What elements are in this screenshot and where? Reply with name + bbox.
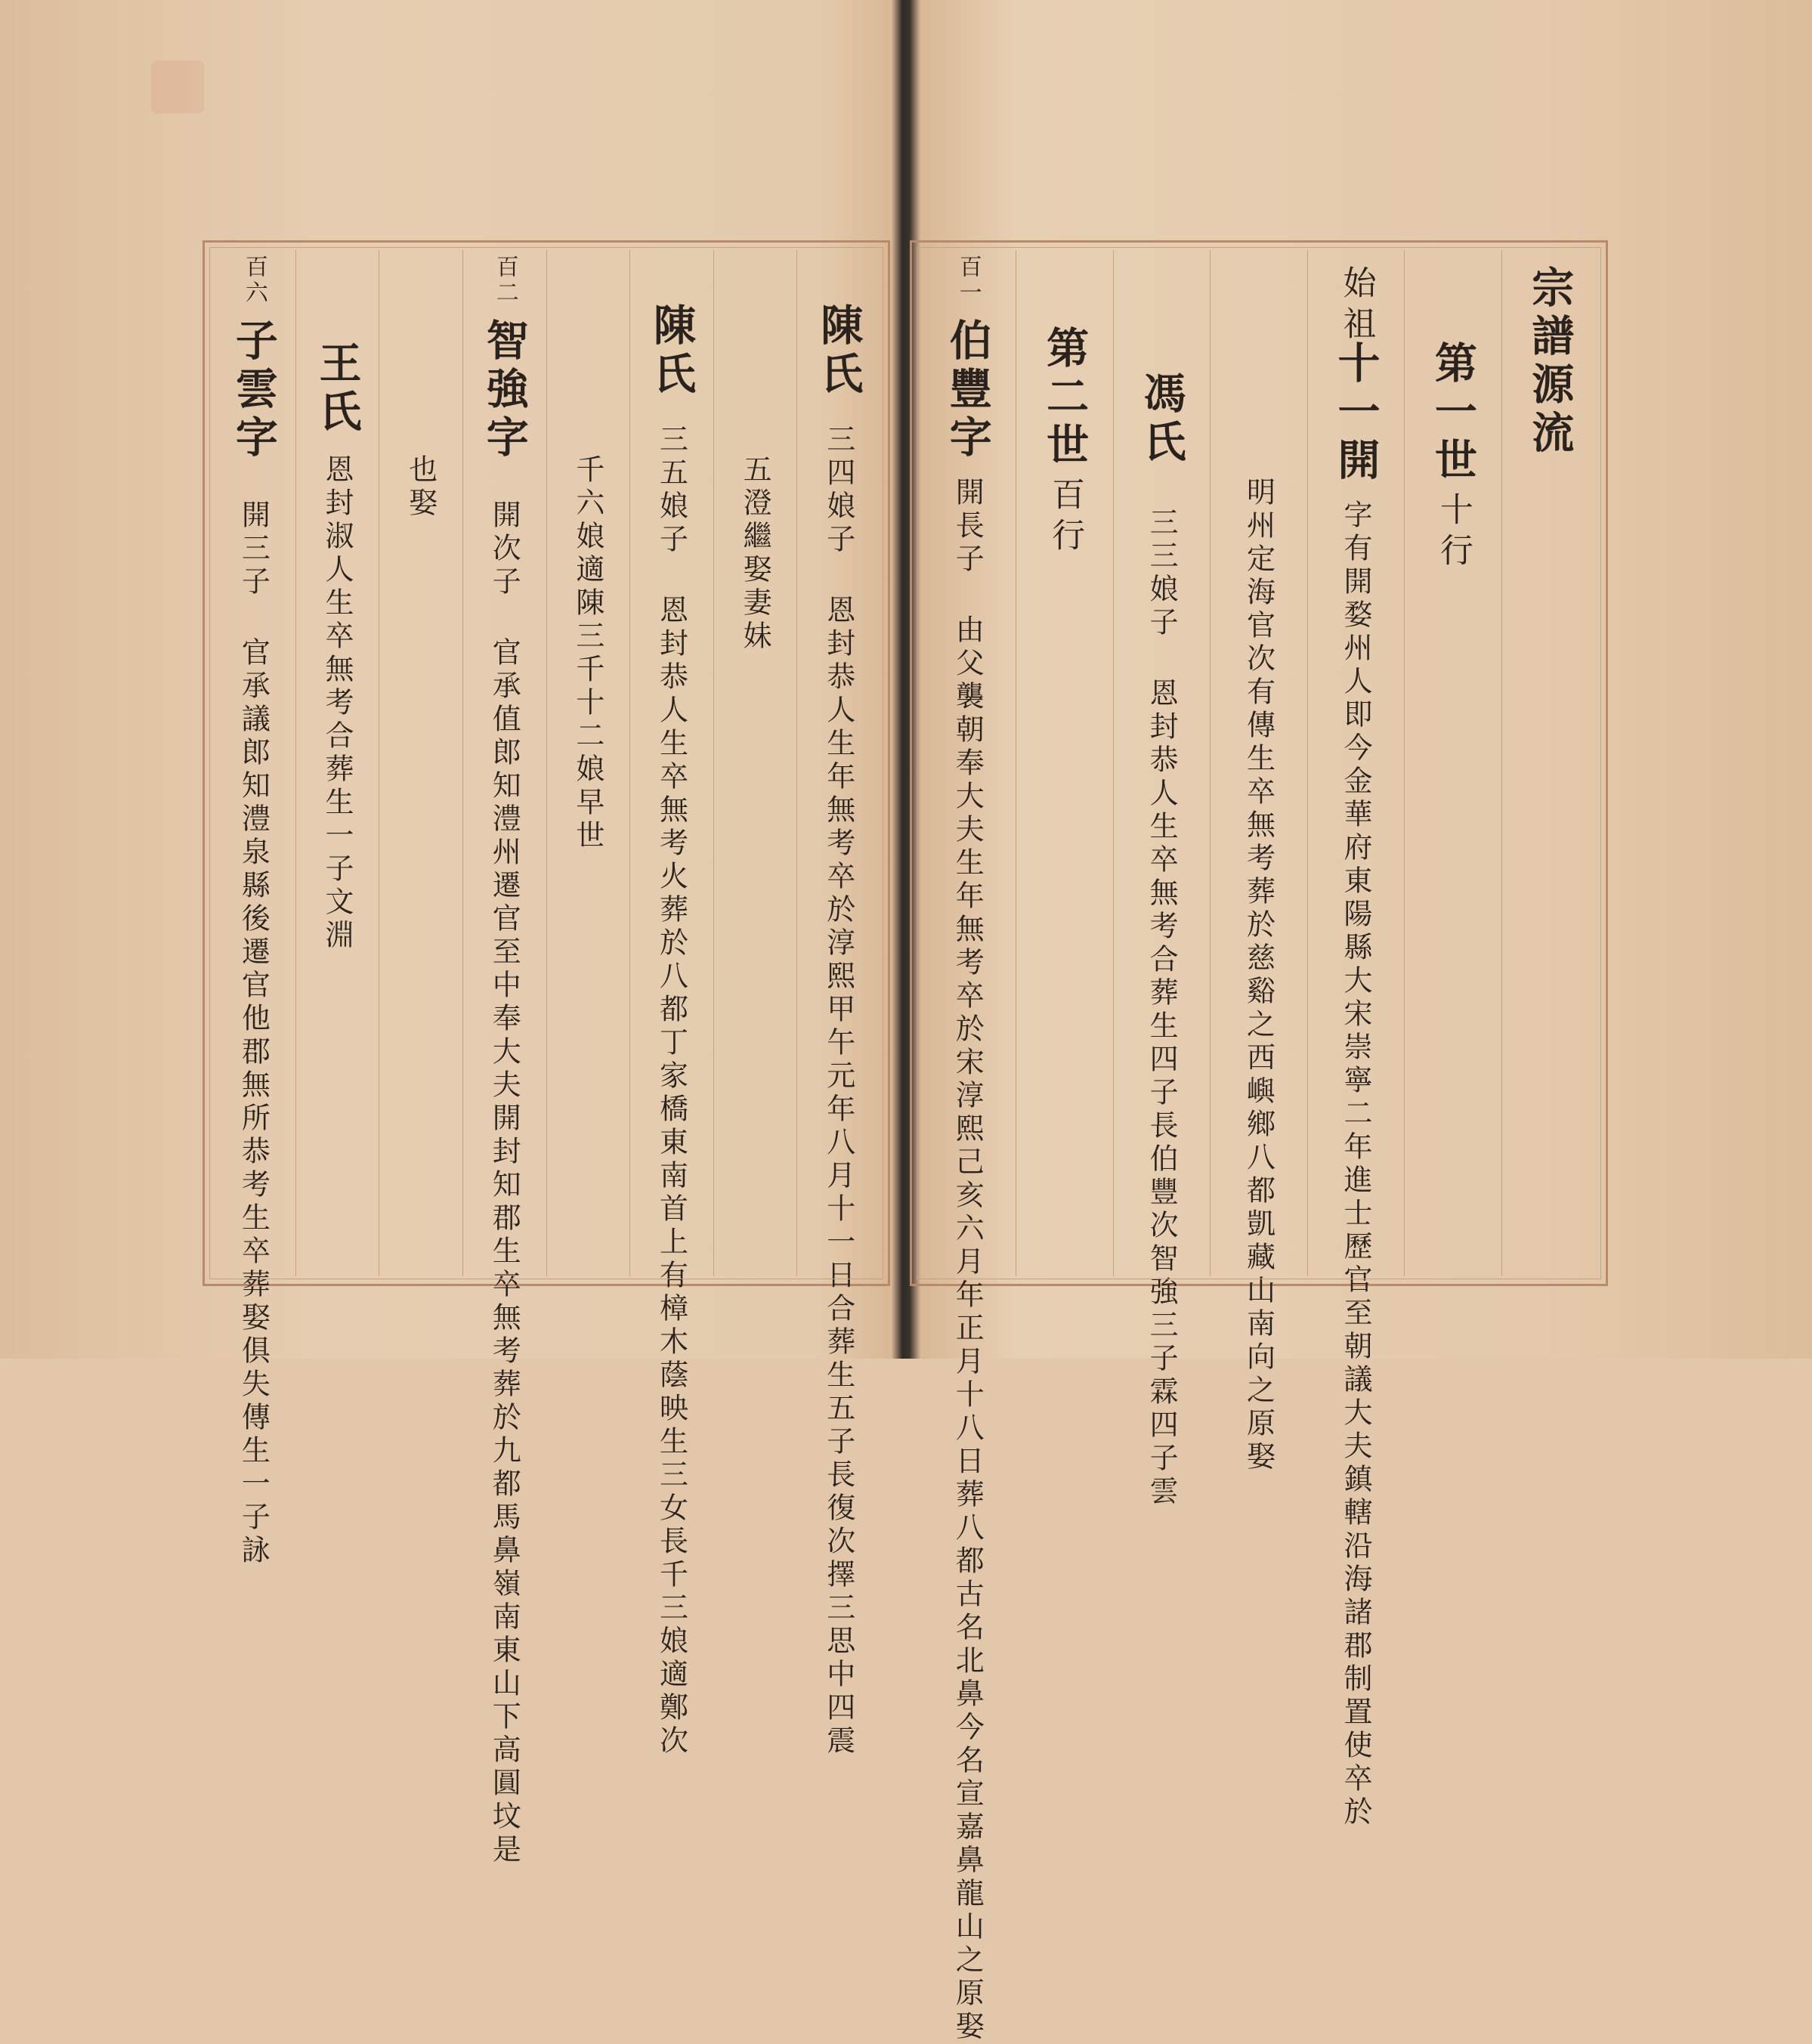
entry-note: 開三子 官承議郎知澧泉縣後遷官他郡無所恭考生卒葬娶俱失傳生一子詠 bbox=[237, 499, 271, 1568]
section-title: 宗譜源流 bbox=[1525, 265, 1575, 459]
right-col-3 bbox=[1307, 250, 1404, 1829]
entry-name: 十一開 bbox=[1331, 341, 1381, 486]
left-col-2 bbox=[713, 250, 797, 1276]
left-col-3 bbox=[629, 250, 713, 1758]
left-col-8 bbox=[212, 250, 295, 1568]
left-col-6 bbox=[379, 250, 462, 1276]
entry-note: 五澄繼娶妻妹 bbox=[738, 454, 772, 654]
right-page-frame bbox=[910, 240, 1608, 2044]
left-page-frame bbox=[203, 240, 890, 1867]
generation-heading: 第二世 bbox=[1040, 326, 1090, 471]
entry-note: 明州定海官次有傳生卒無考葬於慈谿之西嶼鄉八都凱藏山南向之原娶 bbox=[1241, 477, 1276, 1474]
entry-note: 三五娘子 恩封恭人生卒無考火葬於八都丁家橋東南首上有樟木蔭映生三女長千三娘適鄭次 bbox=[654, 424, 688, 1758]
entry-name: 陳氏 bbox=[646, 303, 697, 400]
entry-note: 恩封淑人生卒無考合葬生一子文淵 bbox=[320, 454, 354, 953]
left-page bbox=[0, 0, 899, 1867]
entry-note: 千六娘適陳三千十二娘早世 bbox=[571, 454, 605, 853]
entry-rank: 始祖 bbox=[1337, 265, 1376, 347]
left-col-5 bbox=[462, 250, 546, 1867]
left-col-4 bbox=[546, 250, 630, 1276]
right-col-5 bbox=[1113, 250, 1210, 1509]
entry-rank: 百二 bbox=[491, 255, 518, 306]
generation-heading: 第一世 bbox=[1427, 341, 1478, 486]
entry-name: 馮氏 bbox=[1136, 371, 1187, 468]
generation-sub: 十行 bbox=[1433, 492, 1473, 574]
right-col-1 bbox=[1501, 250, 1598, 1276]
entry-name: 王氏 bbox=[312, 341, 363, 438]
left-col-1 bbox=[796, 250, 880, 1758]
entry-name: 陳氏 bbox=[814, 303, 864, 400]
entry-note: 也娶 bbox=[404, 454, 438, 521]
entry-name: 智強字 bbox=[479, 318, 530, 463]
right-page bbox=[910, 0, 1812, 2044]
left-col-7 bbox=[295, 250, 379, 1276]
entry-note: 開次子 官承值郎知澧州遷官至中奉大夫開封知郡生卒無考葬於九都馬鼻嶺南東山下高圓坟是 bbox=[487, 499, 521, 1867]
right-col-6 bbox=[1016, 250, 1112, 1276]
right-col-7 bbox=[920, 250, 1016, 2044]
right-col-2 bbox=[1404, 250, 1501, 1276]
generation-sub: 百行 bbox=[1046, 477, 1085, 558]
entry-name: 伯豐字 bbox=[942, 318, 993, 463]
entry-rank: 百六 bbox=[240, 255, 267, 306]
entry-note: 三三娘子 恩封恭人生卒無考合葬生四子長伯豐次智強三子霖四子雲 bbox=[1145, 507, 1179, 1509]
right-col-4 bbox=[1210, 250, 1306, 1474]
entry-note: 字有開婺州人即今金華府東陽縣大宋崇寧二年進士歷官至朝議大夫鎮轄沿海諸郡制置使卒於 bbox=[1338, 499, 1372, 1829]
entry-rank: 百一 bbox=[954, 255, 982, 306]
entry-note: 三四娘子 恩封恭人生年無考卒於淳熙甲午元年八月十一日合葬生五子長復次擇三思中四震 bbox=[821, 424, 855, 1758]
entry-name: 子雲字 bbox=[228, 318, 279, 463]
entry-note: 開長子 由父襲朝奉大夫生年無考卒於宋淳熙己亥六月年正月十八日葬八都古名北鼻今名宣嘉鼻龍山之原娶 bbox=[951, 477, 985, 2044]
